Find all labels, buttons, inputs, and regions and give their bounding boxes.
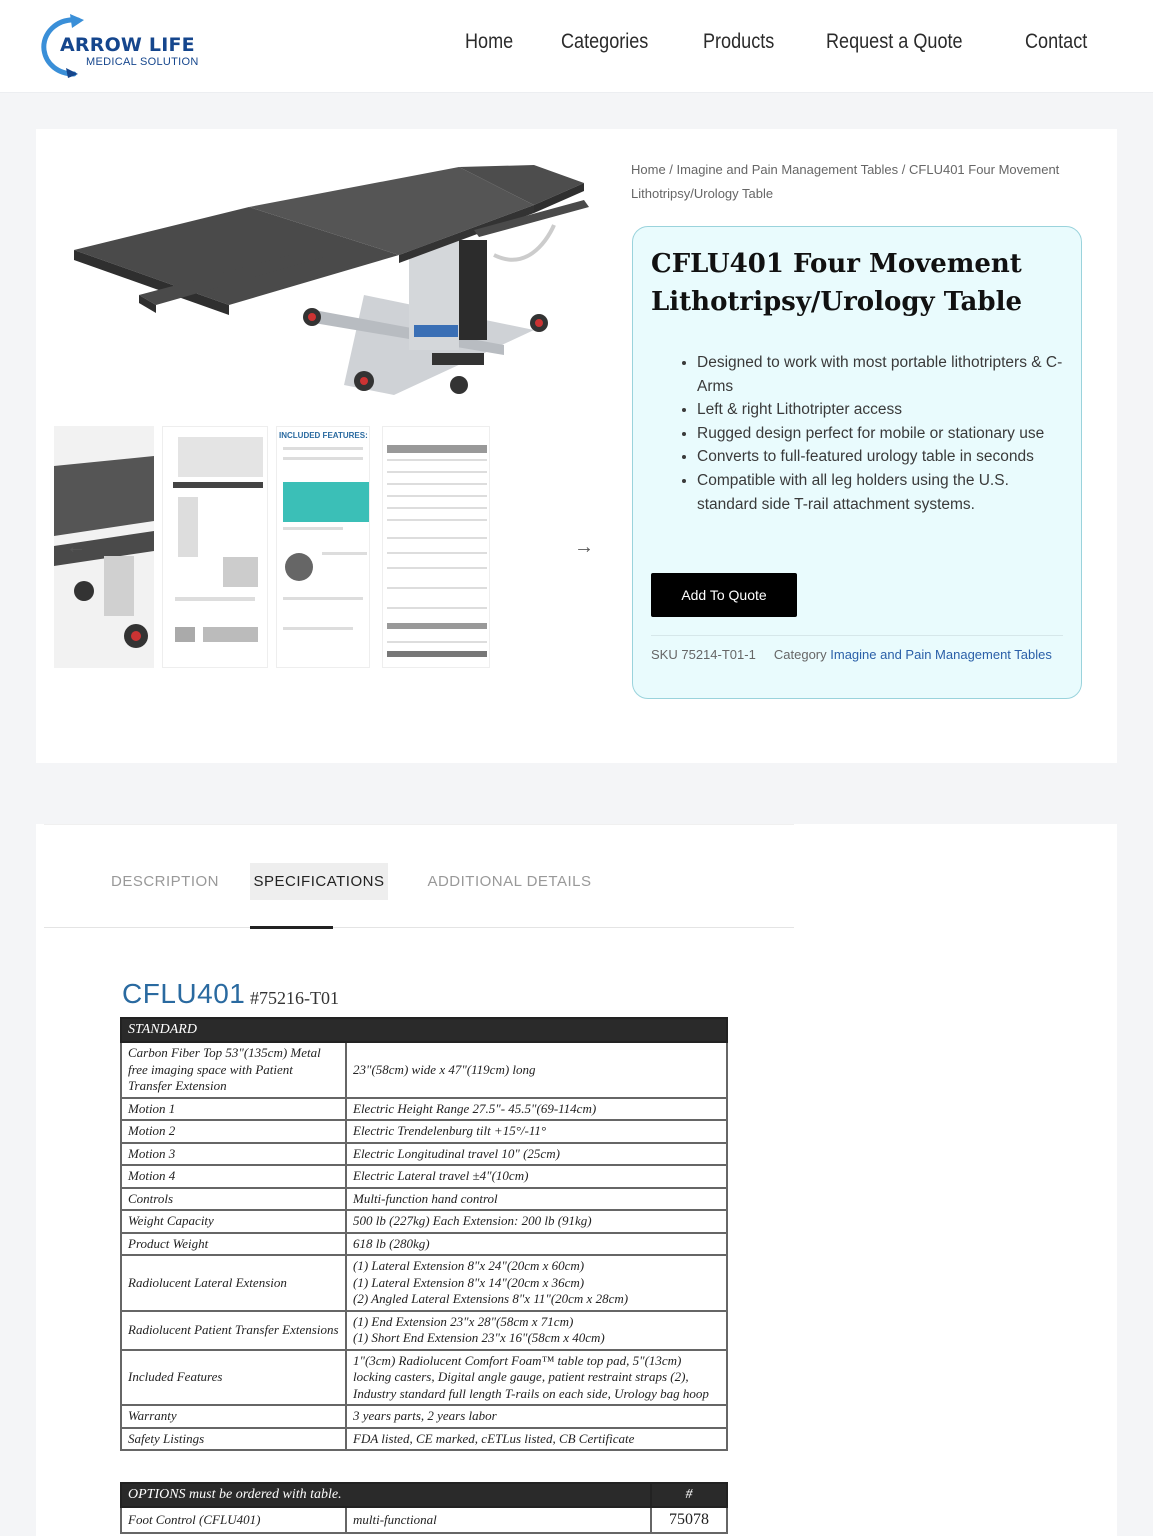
spec-value: Multi-function hand control [346,1188,727,1211]
feature-item: • Converts to full-featured urology table in seconds [697,445,1067,469]
details-card [36,824,1117,1536]
tab-additional-details[interactable]: ADDITIONAL DETAILS [427,873,592,890]
feature-item: • Left & right Lithotripter access [697,398,1067,422]
spec-value: Electric Lateral travel ±4"(10cm) [346,1165,727,1188]
spec-row [121,1098,727,1121]
product-main-image[interactable] [64,155,594,413]
spec-key: Warranty [121,1405,346,1428]
option-name: Foot Control (CFLU401) [121,1507,346,1533]
spec-value: 1"(3cm) Radiolucent Comfort Foam™ table top pad, 5"(13cm) locking casters, Digital angle gauge, patient restraint straps (2), Industry standard full length T-rails on each side, Urology bag hoop [346,1350,727,1406]
spec-key: Carbon Fiber Top 53"(135cm) Metal free imaging space with Patient Transfer Extension [121,1042,346,1098]
spec-value: Electric Height Range 27.5"- 45.5"(69-114cm) [346,1098,727,1121]
spec-value: Electric Longitudinal travel 10" (25cm) [346,1143,727,1166]
spec-key: Included Features [121,1350,346,1406]
main-nav [465,30,1097,54]
thumbnail-3-heading: INCLUDED FEATURES: [279,431,368,440]
add-to-quote-button[interactable]: Add To Quote [651,573,797,617]
options-table [120,1482,728,1534]
product-title: CFLU401 Four Movement Lithotripsy/Urology Table [651,249,1022,317]
spec-key: Motion 4 [121,1165,346,1188]
breadcrumb-category[interactable]: Imagine and Pain Management Tables [676,162,899,177]
product-meta [651,647,1052,662]
options-number-header: # [651,1483,727,1507]
active-tab-indicator [250,926,333,929]
tab-specifications[interactable]: SPECIFICATIONS [250,863,388,900]
spec-key: Controls [121,1188,346,1211]
divider [651,635,1063,636]
spec-value: 23"(58cm) wide x 47"(119cm) long [346,1042,727,1098]
spec-row [121,1350,727,1406]
spec-row [121,1165,727,1188]
spec-standard-header: STANDARD [121,1018,727,1042]
spec-key: Product Weight [121,1233,346,1256]
nav-home[interactable]: Home [465,30,514,53]
spec-model: CFLU401 [122,978,246,1009]
nav-contact[interactable]: Contact [1024,30,1087,53]
spec-value: (1) End Extension 23"x 28"(58cm x 71cm) (1) Short End Extension 23"x 16"(58cm x 40cm) [346,1311,727,1350]
options-header: OPTIONS must be ordered with table. [121,1483,651,1507]
spec-row [121,1233,727,1256]
spec-key: Motion 3 [121,1143,346,1166]
product-card [36,129,1117,763]
tab-description[interactable]: DESCRIPTION [110,873,219,890]
spec-key: Motion 1 [121,1098,346,1121]
spec-row [121,1210,727,1233]
spec-row [121,1428,727,1451]
nav-categories[interactable]: Categories [561,30,649,53]
spec-value: (1) Lateral Extension 8"x 24"(20cm x 60cm) (1) Lateral Extension 8"x 14"(20cm x 36cm) (2) Angled Lateral Extensions 8"x 11"(20cm x 28cm) [346,1255,727,1311]
spec-value: FDA listed, CE marked, cETLus listed, CB Certificate [346,1428,727,1451]
breadcrumb-current: CFLU401 Four Movement Lithotripsy/Urology Table [631,162,1060,201]
spec-key: Motion 2 [121,1120,346,1143]
gallery-next-arrow-icon[interactable]: → [574,536,594,558]
tab-bar [44,824,794,928]
spec-key: Weight Capacity [121,1210,346,1233]
feature-list [697,351,1067,516]
spec-value: 618 lb (280kg) [346,1233,727,1256]
feature-item: • Compatible with all leg holders using the U.S. standard side T-rail attachment systems. [697,469,1067,516]
spec-row [121,1042,727,1098]
spec-key: Radiolucent Lateral Extension [121,1255,346,1311]
sku-value: 75214-T01-1 [681,647,756,662]
spec-value: 3 years parts, 2 years labor [346,1405,727,1428]
option-row [121,1507,727,1533]
spec-row [121,1143,727,1166]
sku-label: SKU [651,647,678,662]
logo-subtitle: MEDICAL SOLUTION [86,56,199,68]
site-header [0,0,1153,93]
spec-row [121,1120,727,1143]
thumbnail-2[interactable] [162,426,268,668]
thumbnail-3[interactable] [276,426,370,668]
spec-value: Electric Trendelenburg tilt +15°/-11° [346,1120,727,1143]
spec-row [121,1255,727,1311]
logo[interactable] [38,12,213,78]
option-description: multi-functional [346,1507,651,1533]
spec-table [120,1017,728,1451]
feature-item: • Rugged design perfect for mobile or stationary use [697,422,1067,446]
spec-row [121,1188,727,1211]
spec-row [121,1311,727,1350]
option-number: 75078 [651,1507,727,1533]
gallery-prev-arrow-icon[interactable]: ← [66,536,86,558]
thumbnail-strip [54,426,614,671]
nav-products[interactable]: Products [702,30,775,53]
spec-value: 500 lb (227kg) Each Extension: 200 lb (91kg) [346,1210,727,1233]
spec-key: Radiolucent Patient Transfer Extensions [121,1311,346,1350]
feature-item: • Designed to work with most portable lithotripters & C-Arms [697,351,1067,398]
breadcrumb-home[interactable]: Home [631,162,666,177]
logo-title: ARROW LIFE [60,34,195,56]
thumbnail-4[interactable] [382,426,490,668]
category-link[interactable]: Imagine and Pain Management Tables [830,647,1052,662]
spec-row [121,1405,727,1428]
spec-part-number: #75216-T01 [250,988,339,1008]
category-label: Category [773,647,827,662]
product-info-box [632,226,1082,699]
nav-request-quote[interactable]: Request a Quote [825,30,963,53]
breadcrumb: Home / Imagine and Pain Management Tables / CFLU401 Four Movement Lithotripsy/Urology Table [631,162,1060,201]
spec-key: Safety Listings [121,1428,346,1451]
